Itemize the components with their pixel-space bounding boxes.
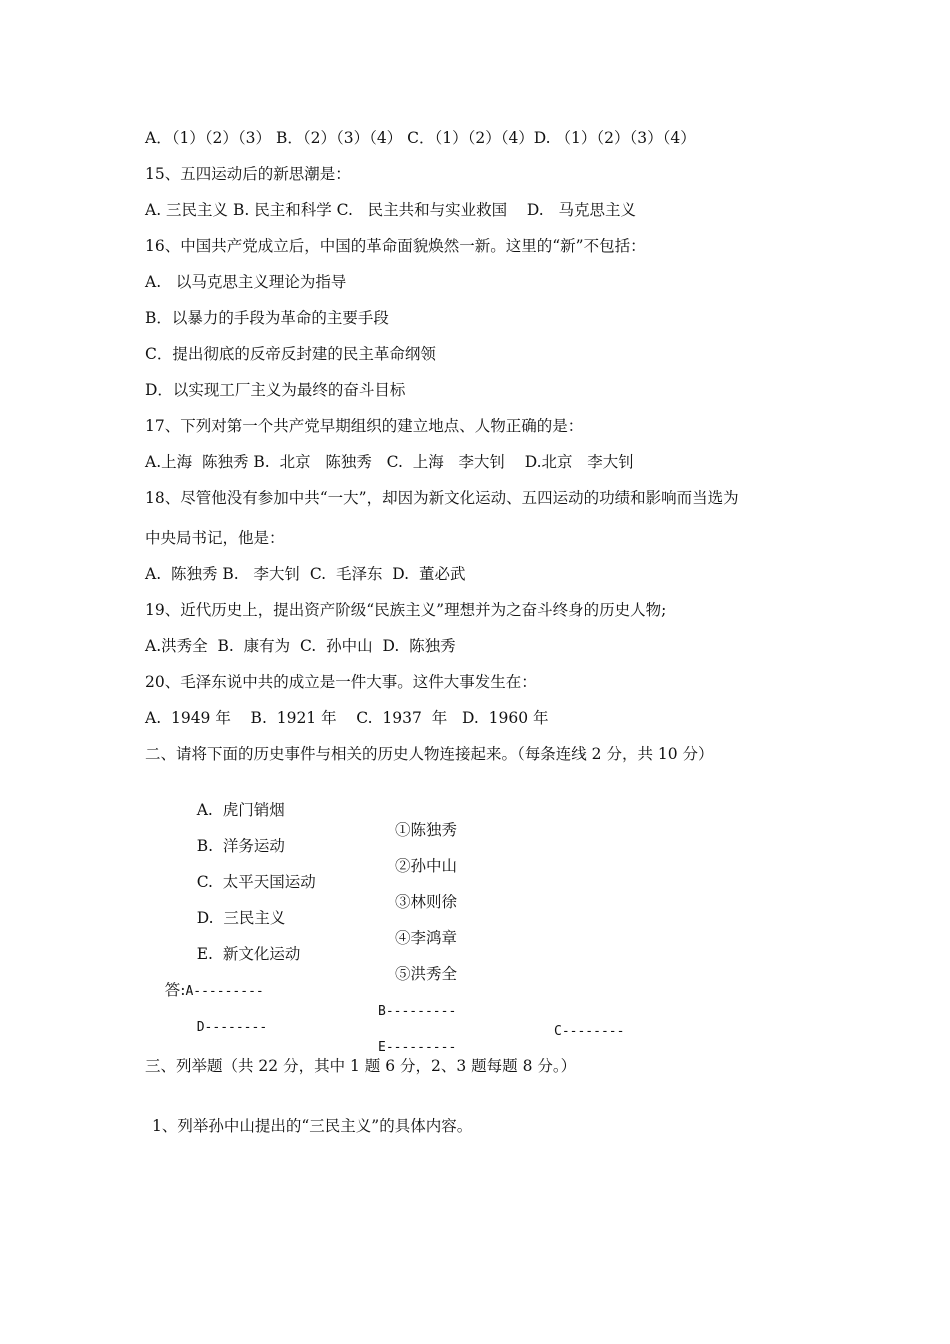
match-event-b: B. 洋务运动	[196, 837, 285, 855]
answer-d-blank: D--------	[196, 1020, 268, 1035]
answer-a-blank: A---------	[185, 984, 264, 999]
answer-label: 答:	[164, 981, 186, 999]
answer-c-blank: C--------	[554, 1024, 625, 1039]
q16-option-a: A. 以马克思主义理论为指导	[145, 273, 347, 291]
q18-options: A. 陈独秀 B. 李大钊 C. 毛泽东 D. 董必武	[145, 565, 466, 583]
q18-stem-line2: 中央局书记，他是：	[145, 529, 285, 547]
q14-options: A．（1）（2）（3） B．（2）（3）（4） C．（1）（2）（4）D. （1）（2）（3）（4）	[145, 129, 696, 147]
match-person-4: ④李鸿章	[395, 929, 458, 947]
q16-option-b: B．以暴力的手段为革命的主要手段	[145, 309, 389, 327]
q20-stem: 20、毛泽东说中共的成立是一件大事。这件大事发生在：	[145, 673, 537, 691]
answer-e-blank: E---------	[378, 1040, 457, 1055]
answer-b-blank: B---------	[378, 1004, 457, 1019]
q16-option-d: D．以实现工厂主义为最终的奋斗目标	[145, 381, 406, 399]
q15-stem: 15、五四运动后的新思潮是：	[145, 165, 351, 183]
section3-q1: 1、列举孙中山提出的“三民主义”的具体内容。	[152, 1117, 473, 1135]
match-event-e: E. 新文化运动	[196, 945, 301, 963]
match-person-5: ⑤洪秀全	[395, 965, 458, 983]
q16-stem: 16、中国共产党成立后，中国的革命面貌焕然一新。这里的“新”不包括：	[145, 237, 646, 255]
q17-stem: 17、下列对第一个共产党早期组织的建立地点、人物正确的是：	[145, 417, 584, 435]
section3-title: 三、列举题（共 22 分，其中 1 题 6 分，2、3 题每题 8 分。）	[145, 1057, 577, 1075]
q16-option-c: C．提出彻底的反帝反封建的民主革命纲领	[145, 345, 436, 363]
match-event-d: D. 三民主义	[196, 909, 286, 927]
q19-options: A.洪秀全 B. 康有为 C. 孙中山 D. 陈独秀	[145, 637, 456, 655]
match-event-a: A. 虎门销烟	[196, 801, 285, 819]
q17-options: A.上海 陈独秀 B. 北京 陈独秀 C. 上海 李大钊 D.北京 李大钊	[145, 453, 634, 471]
q18-stem-line1: 18、尽管他没有参加中共“一大”，却因为新文化运动、五四运动的功绩和影响而当选为	[145, 489, 739, 507]
q19-stem: 19、近代历史上，提出资产阶级“民族主义”理想并为之奋斗终身的历史人物;	[145, 601, 667, 619]
match-person-2: ②孙中山	[395, 857, 458, 875]
section2-title: 二、请将下面的历史事件与相关的历史人物连接起来。（每条连线 2 分，共 10 分）	[145, 745, 714, 763]
q20-options: A. 1949 年 B. 1921 年 C. 1937 年 D. 1960 年	[145, 709, 549, 727]
match-event-c: C. 太平天国运动	[196, 873, 316, 891]
match-person-3: ③林则徐	[395, 893, 458, 911]
match-person-1: ①陈独秀	[395, 821, 458, 839]
q15-options: A. 三民主义 B. 民主和科学 C. 民主共和与实业救国 D. 马克思主义	[145, 201, 636, 219]
